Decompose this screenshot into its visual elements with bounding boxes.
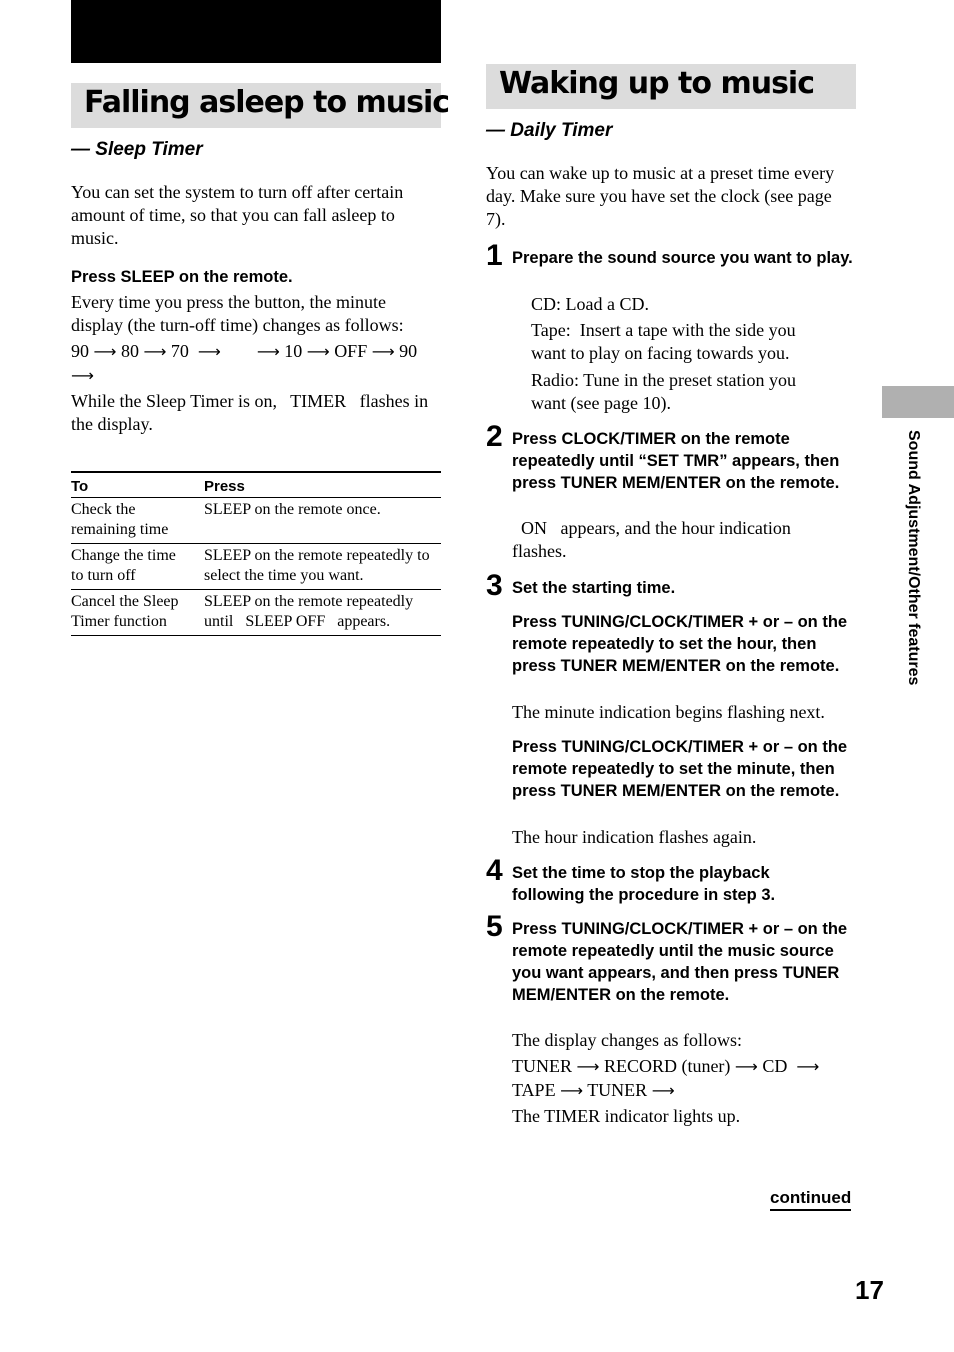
seq-value: 90 [71,341,89,361]
flow-item: TUNER [512,1056,572,1076]
arrow-icon: ⟶ [796,1057,820,1076]
sleep-intro: You can set the system to turn off after certain amount of time, so that you can fall asleep to music. [71,182,404,248]
step-number: 3 [486,569,503,602]
table-cell: SLEEP on the remote once. [204,498,441,544]
table-cell: Check the remaining time [71,498,204,544]
side-tab-label: Sound Adjustment/Other features [905,430,922,686]
step-number: 4 [486,854,503,887]
step-heading: Press TUNING/CLOCK/TIMER + or – on the remote repeatedly until the music source you want appears, and then press TUNER MEM/ENTER on the remote. [512,920,848,1004]
section-subtitle-daily: — Daily Timer [486,120,613,141]
flow-item: RECORD (tuner) [603,1056,731,1076]
step-heading: Prepare the sound source you want to play. [512,249,853,267]
continued-label: continued [770,1188,851,1211]
step-heading: Press CLOCK/TIMER on the remote repeatedly until “SET TMR” appears, then press TUNER MEM/ENTER on the remote. [512,430,840,492]
sleep-description: Every time you press the button, the minute display (the turn-off time) changes as follows: [71,292,404,335]
daily-intro: You can wake up to music at a preset time every day. Make sure you have set the clock (see page 7). [486,163,835,229]
step3-text2: The hour indication flashes again. [512,827,757,847]
header-black-bar [71,0,441,63]
step-heading: Set the time to stop the playback following the procedure in step 3. [512,864,776,904]
step-heading: Set the starting time. [512,579,676,597]
section-subtitle-sleep: — Sleep Timer [71,139,203,160]
arrow-icon: ⟶ [651,1081,675,1100]
arrow-icon: ⟶ [143,342,167,361]
arrow-icon: ⟶ [734,1057,758,1076]
step-number: 1 [486,239,503,272]
section-title-daily: Waking up to music [499,66,814,101]
step2-text: ON appears, and the hour indication flashes. [512,518,796,561]
flow-item: TAPE [512,1080,556,1100]
arrow-icon: ⟶ [93,342,117,361]
step5-flow-line2 [512,1079,675,1102]
step-number: 2 [486,420,503,453]
arrow-icon: ⟶ [71,366,94,385]
step3-sub1: Press TUNING/CLOCK/TIMER + or – on the remote repeatedly to set the hour, then press TUNER MEM/ENTER on the remote. [512,613,848,675]
table-cell: Change the time to turn off [71,544,204,590]
seq-value: 10 [284,341,303,361]
step5-flow-line1 [512,1055,819,1078]
sleep-sequence-line2 [71,364,94,387]
section-title-box-sleep [71,83,450,128]
arrow-icon: ⟶ [306,342,330,361]
step1-radio: Radio: Tune in the preset station you want (see page 10). [531,370,796,413]
arrow-icon: ⟶ [576,1057,600,1076]
step1-tape: Tape: Insert a tape with the side you want to play on facing towards you. [531,320,801,363]
sleep-timer-table [71,471,441,636]
page-number: 17 [855,1275,884,1305]
flow-item: CD [762,1056,788,1076]
arrow-icon: ⟶ [197,342,221,361]
table-header-press: Press [204,472,441,498]
section-title-box-daily [486,64,856,109]
sleep-note: While the Sleep Timer is on, TIMER flashes in the display. [71,391,433,434]
step-number: 5 [486,910,503,943]
seq-value: 90 [399,341,418,361]
seq-value: 80 [120,341,139,361]
table-header-to: To [71,472,204,498]
step1-cd: CD: Load a CD. [531,294,649,314]
table-row [71,544,441,590]
table-row [71,590,441,636]
table-row [71,498,441,544]
section-title-sleep: Falling asleep to music [84,85,450,120]
sleep-instruction: Press SLEEP on the remote. [71,268,293,286]
arrow-icon: ⟶ [256,342,280,361]
seq-value: 70 [170,341,189,361]
side-tab-marker [882,386,954,418]
seq-value: OFF [334,341,368,361]
step5-end-text: The TIMER indicator lights up. [512,1106,741,1126]
flow-item: TUNER [587,1080,648,1100]
step5-text: The display changes as follows: [512,1030,742,1050]
table-cell: Cancel the Sleep Timer function [71,590,204,636]
sleep-sequence-line1 [71,340,417,363]
arrow-icon: ⟶ [371,342,395,361]
step3-sub2: Press TUNING/CLOCK/TIMER + or – on the remote repeatedly to set the minute, then press TUNER MEM/ENTER on the remote. [512,738,848,800]
table-cell: SLEEP on the remote repeatedly to select the time you want. [204,544,441,590]
step3-text1: The minute indication begins flashing next. [512,702,825,722]
arrow-icon: ⟶ [560,1081,583,1100]
table-cell: SLEEP on the remote repeatedly until SLEEP OFF appears. [204,590,441,636]
